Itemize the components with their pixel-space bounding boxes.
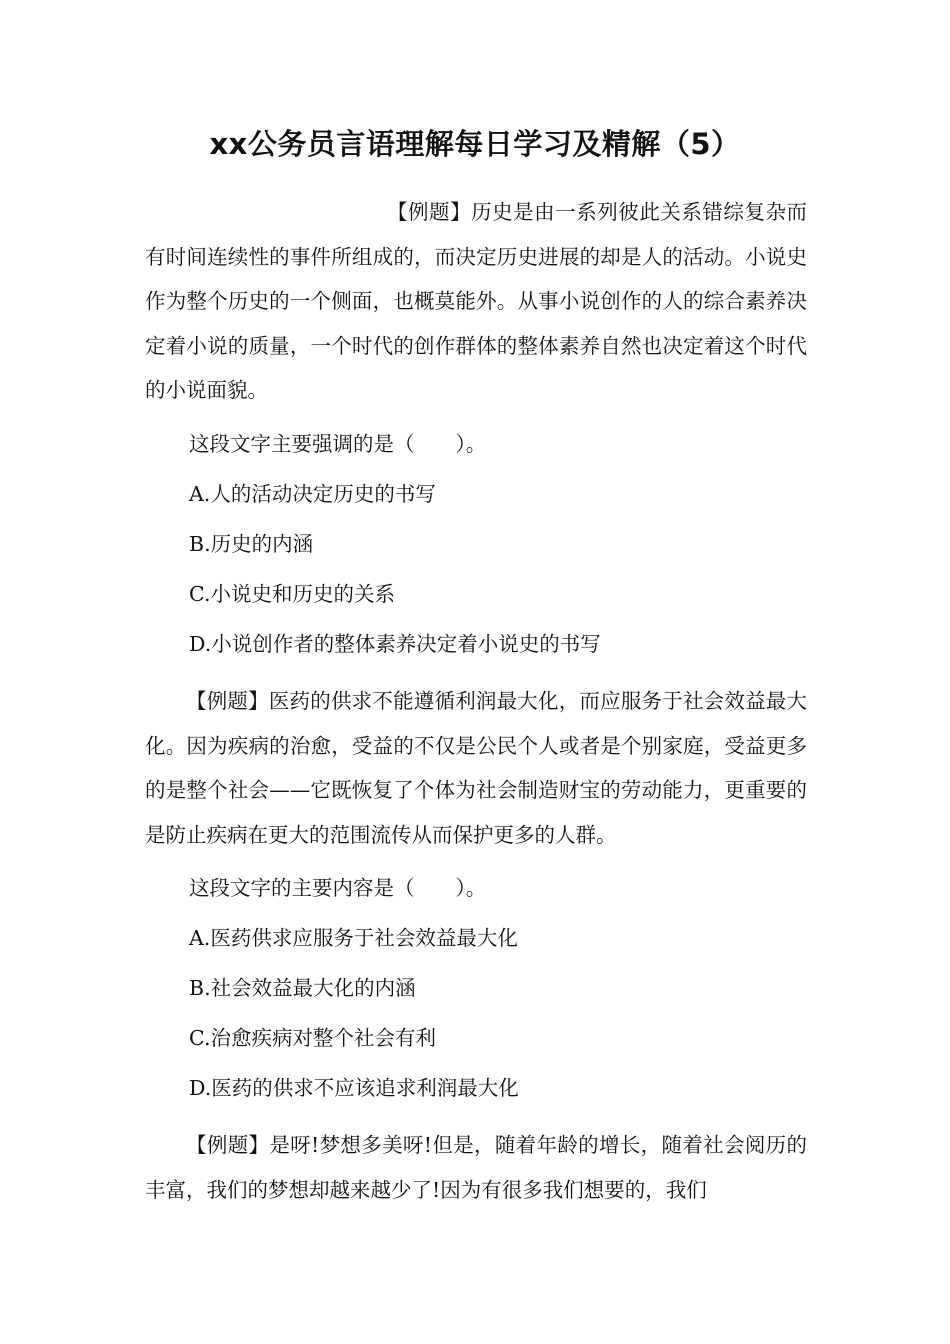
q1-option-a: A.人的活动决定历史的书写 [189,481,436,506]
q1-option-b: B.历史的内涵 [189,531,314,556]
q1-option-d: D.小说创作者的整体素养决定着小说史的书写 [189,631,601,656]
q2-option-a: A.医药供求应服务于社会效益最大化 [189,926,518,951]
document-title: xx公务员言语理解每日学习及精解（5） [209,127,741,161]
q3-passage: 【例题】是呀!梦想多美呀!但是，随着年龄的增长，随着社会阅历的丰富，我们的梦想却越来越少了!因为有很多我们想要的，我们 [145,1133,807,1202]
document-body [145,190,807,1213]
q1-option-c: C.小说史和历史的关系 [189,581,395,606]
q2-option-b: B.社会效益最大化的内涵 [189,976,416,1001]
q2-option-c: C.治愈疾病对整个社会有利 [189,1026,436,1051]
q1-question: 这段文字主要强调的是（ ）。 [189,431,487,456]
q1-passage: 【例题】历史是由一系列彼此关系错综复杂而有时间连续性的事件所组成的，而决定历史进展的却是人的活动。小说史作为整个历史的一个侧面，也概莫能外。从事小说创作的人的综合素养决定着小说的质量，一个时代的创作群体的整体素养自然也决定着这个时代的小说面貌。 [145,200,807,403]
q2-option-d: D.医药的供求不应该追求利润最大化 [189,1076,519,1101]
q2-passage: 【例题】医药的供求不能遵循利润最大化，而应服务于社会效益最大化。因为疾病的治愈，受益的不仅是公民个人或者是个别家庭，受益更多的是整个社会——它既恢复了个体为社会制造财宝的劳动能力，更重要的是防止疾病在更大的范围流传从而保护更多的人群。 [145,688,807,847]
q2-question: 这段文字的主要内容是（ ）。 [189,876,487,901]
